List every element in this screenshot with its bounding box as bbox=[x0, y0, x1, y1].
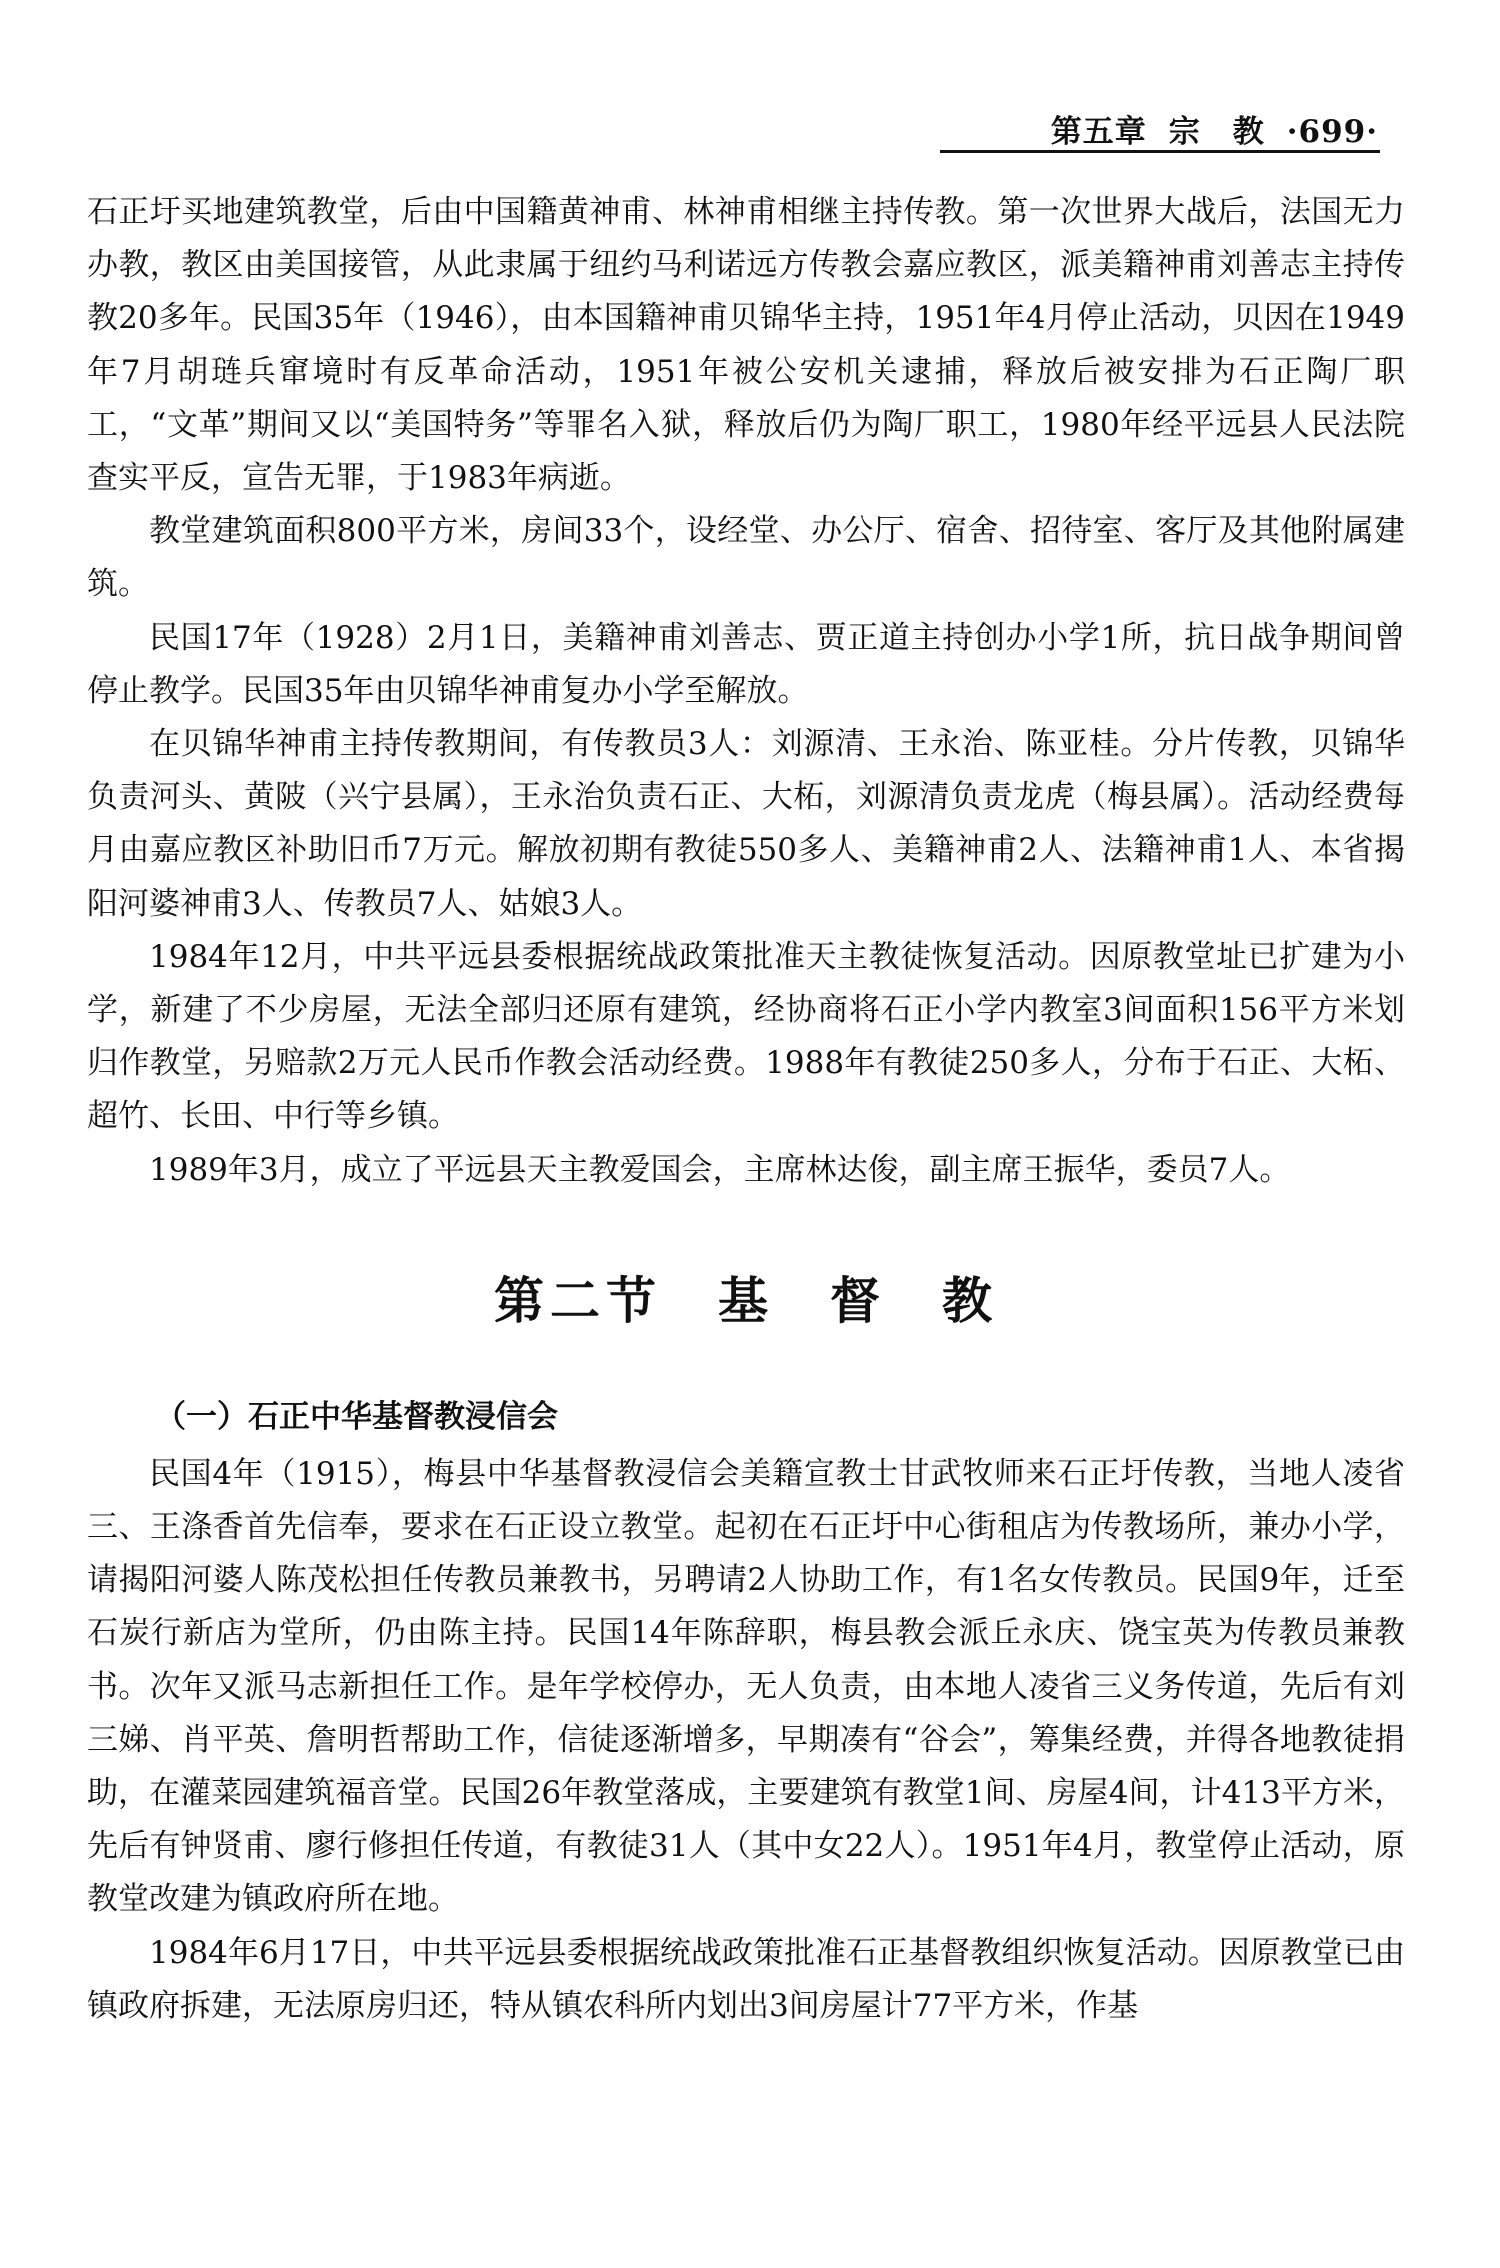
paragraph: 石正圩买地建筑教堂，后由中国籍黄神甫、林神甫相继主持传教。第一次世界大战后，法国无力办教，教区由美国接管，从此隶属于纽约马利诺远方传教会嘉应教区，派美籍神甫刘善志主持传教20多年。民国35年（1946），由本国籍神甫贝锦华主持，1951年4月停止活动，贝因在1949年7月胡琏兵窜境时有反革命活动，1951年被公安机关逮捕，释放后被安排为石正陶厂职工，“文革”期间又以“美国特务”等罪名入狱，释放后仍为陶厂职工，1980年经平远县人民法院查实平反，宣告无罪，于1983年病逝。 bbox=[87, 194, 1405, 497]
header-rule bbox=[940, 150, 1380, 153]
paragraph: 民国17年（1928）2月1日，美籍神甫刘善志、贾正道主持创办小学1所，抗日战争期间曾停止教学。民国35年由贝锦华神甫复办小学至解放。 bbox=[87, 619, 1405, 709]
chapter-label: 第五章 bbox=[1050, 114, 1147, 150]
running-header bbox=[1051, 106, 1378, 151]
paragraph: 1984年6月17日，中共平远县委根据统战政策批准石正基督教组织恢复活动。因原教堂已由镇政府拆建，无法原房归还，特从镇农科所内划出3间房屋计77平方米，作基 bbox=[87, 1934, 1405, 2024]
paragraph: 民国4年（1915），梅县中华基督教浸信会美籍宣教士甘武牧师来石正圩传教，当地人凌省三、王涤香首先信奉，要求在石正设立教堂。起初在石正圩中心街租店为传教场所，兼办小学，请揭阳河婆人陈茂松担任传教员兼教书，另聘请2人协助工作，有1名女传教员。民国9年，迁至石炭行新店为堂所，仍由陈主持。民国14年陈辞职，梅县教会派丘永庆、饶宝英为传教员兼教书。次年又派马志新担任工作。是年学校停办，无人负责，由本地人凌省三义务传道，先后有刘三娣、肖平英、詹明哲帮助工作，信徒逐渐增多，早期凑有“谷会”，筹集经费，并得各地教徒捐助，在灌菜园建筑福音堂。民国26年教堂落成，主要建筑有教堂1间、房屋4间，计413平方米，先后有钟贤甫、廖行修担任传道，有教徒31人（其中女22人）。1951年4月，教堂停止活动，原教堂改建为镇政府所在地。 bbox=[87, 1455, 1405, 1918]
paragraph: 教堂建筑面积800平方米，房间33个，设经堂、办公厅、宿舍、招待室、客厅及其他附属建筑。 bbox=[87, 513, 1405, 603]
paragraph: 1984年12月，中共平远县委根据统战政策批准天主教徒恢复活动。因原教堂址已扩建为小学，新建了不少房屋，无法全部归还原有建筑，经协商将石正小学内教室3间面积156平方米划归作教堂，另赔款2万元人民币作教会活动经费。1988年有教徒250多人，分布于石正、大柘、超竹、长田、中行等乡镇。 bbox=[87, 938, 1405, 1135]
page-number: ·699· bbox=[1286, 114, 1378, 150]
subsection-title: （一）石正中华基督教浸信会 bbox=[155, 1398, 558, 1435]
section-title: 第二节 基 督 教 bbox=[494, 1271, 998, 1330]
paragraph: 1989年3月，成立了平远县天主教爱国会，主席林达俊，副主席王振华，委员7人。 bbox=[149, 1151, 1291, 1188]
paragraph: 在贝锦华神甫主持传教期间，有传教员3人：刘源清、王永治、陈亚桂。分片传教，贝锦华负责河头、黄陂（兴宁县属），王永治负责石正、大柘，刘源清负责龙虎（梅县属）。活动经费每月由嘉应教区补助旧币7万元。解放初期有教徒550多人、美籍神甫2人、法籍神甫1人、本省揭阳河婆神甫3人、传教员7人、姑娘3人。 bbox=[87, 726, 1405, 922]
chapter-title: 宗 教 bbox=[1168, 114, 1265, 150]
page-body bbox=[87, 186, 1405, 2033]
